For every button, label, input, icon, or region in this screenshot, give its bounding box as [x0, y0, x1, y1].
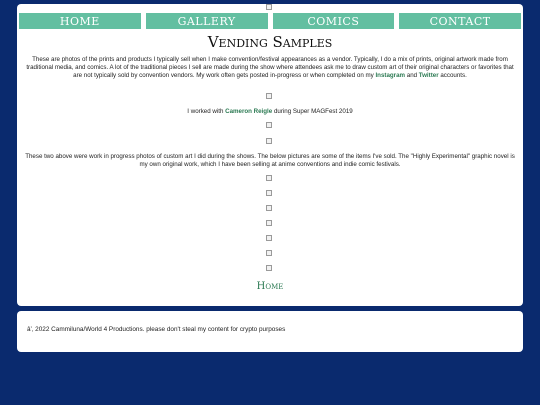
vending-photo-8 [266, 235, 272, 241]
nav-home[interactable]: HOME [19, 13, 141, 29]
main-nav [19, 13, 521, 29]
collab-suffix: during Super MAGFest 2019 [272, 108, 353, 115]
intro-end-text: accounts. [438, 72, 467, 79]
page-title: Vending Samples [207, 33, 333, 51]
collab-artist-link[interactable]: Cameron Reigle [225, 108, 273, 115]
instagram-link[interactable]: Instagram [375, 72, 406, 79]
banner-image [266, 4, 272, 10]
nav-contact[interactable]: CONTACT [399, 13, 521, 29]
twitter-link[interactable]: Twitter [418, 72, 439, 79]
vending-photo-9 [266, 250, 272, 256]
main-content-panel [17, 4, 523, 306]
vending-photo-2 [266, 122, 272, 128]
collab-line [17, 108, 523, 115]
home-link[interactable]: Home [256, 281, 284, 292]
footer-panel [17, 311, 523, 352]
vending-photo-7 [266, 220, 272, 226]
collab-prefix: I worked with [187, 108, 226, 115]
vending-photo-4 [266, 175, 272, 181]
vending-photo-10 [266, 265, 272, 271]
vending-photo-1 [266, 93, 272, 99]
wip-paragraph: These two above were work in progress photos of custom art I did during the shows. The below pictures are some of the items I've sold. The "Highly Experimental" graphic novel is my own original work, which I have been selling at anime conventions and indie comic festivals. [25, 153, 515, 168]
nav-comics[interactable]: COMICS [273, 13, 395, 29]
vending-photo-3 [266, 138, 272, 144]
intro-paragraph [25, 56, 515, 80]
vending-photo-5 [266, 190, 272, 196]
intro-mid-text: and [405, 72, 419, 79]
vending-photo-6 [266, 205, 272, 211]
nav-gallery[interactable]: GALLERY [146, 13, 268, 29]
intro-text: These are photos of the prints and products I typically sell when I make convention/festival appearances as a vendor. Typically, I do a mix of prints, original artwork made from traditional media, and comics. A lot of the traditional pieces I sell are made during the show where attendees ask me to draw custom art of their original characters or favorites that are not typically sold by convention vendors. My work often gets posted in-progress or when completed on my [26, 56, 514, 79]
copyright-text: â’‚ 2022 Cammiluna/World 4 Productions. please don't steal my content for crypto purposes [27, 326, 286, 333]
